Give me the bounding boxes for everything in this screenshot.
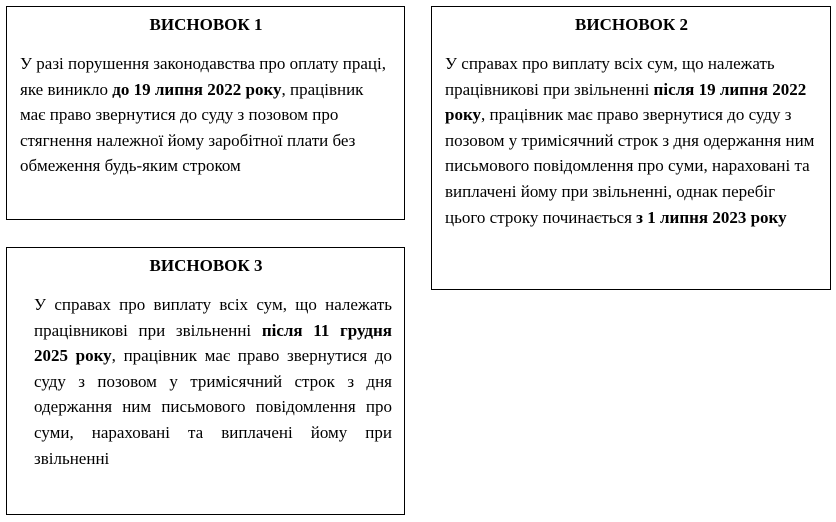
conclusion-3-text-before: У справах про виплату всіх сум, що належать працівникові при звільненні [34, 295, 392, 340]
conclusion-1-text [20, 51, 392, 179]
conclusion-2-text [445, 51, 818, 230]
conclusion-3-text-after: , працівник має право звернутися до суду з позовом у тримісячний строк з дня одержання ним письмового повідомлення про суми, нараховані та виплачені йому при звільненні [34, 346, 392, 468]
conclusion-1-box [6, 6, 405, 220]
conclusion-3-date: після 11 грудня 2025 року [34, 320, 392, 366]
conclusion-1-date: до 19 липня 2022 року [112, 79, 282, 99]
conclusion-3-title: ВИСНОВОК 3 [149, 256, 263, 275]
conclusion-1-title: ВИСНОВОК 1 [149, 15, 263, 34]
conclusion-1-text-before: У разі порушення законодавства про оплату праці, яке виникло [20, 54, 386, 99]
conclusion-2-start-date: з 1 липня 2023 року [636, 207, 787, 227]
conclusion-2-date: після 19 липня 2022 року [445, 79, 807, 125]
conclusion-3-text [34, 292, 392, 471]
conclusion-2-box [431, 6, 831, 290]
conclusion-3-box [6, 247, 405, 515]
conclusion-2-text-middle: , працівник має право звернутися до суду з позовом у тримісячний строк з дня одержання ним письмового повідомлення про суми, нараховані та виплачені йому при звільненні, однак перебіг цього строку починається [445, 105, 815, 227]
conclusion-2-title: ВИСНОВОК 2 [575, 15, 688, 34]
conclusion-1-text-after: , працівник має право звернутися до суду з позовом про стягнення належної йому заробітної плати без обмеження будь-яким строком [20, 79, 364, 176]
conclusion-2-text-before: У справах про виплату всіх сум, що належать працівникові при звільненні [445, 54, 775, 99]
